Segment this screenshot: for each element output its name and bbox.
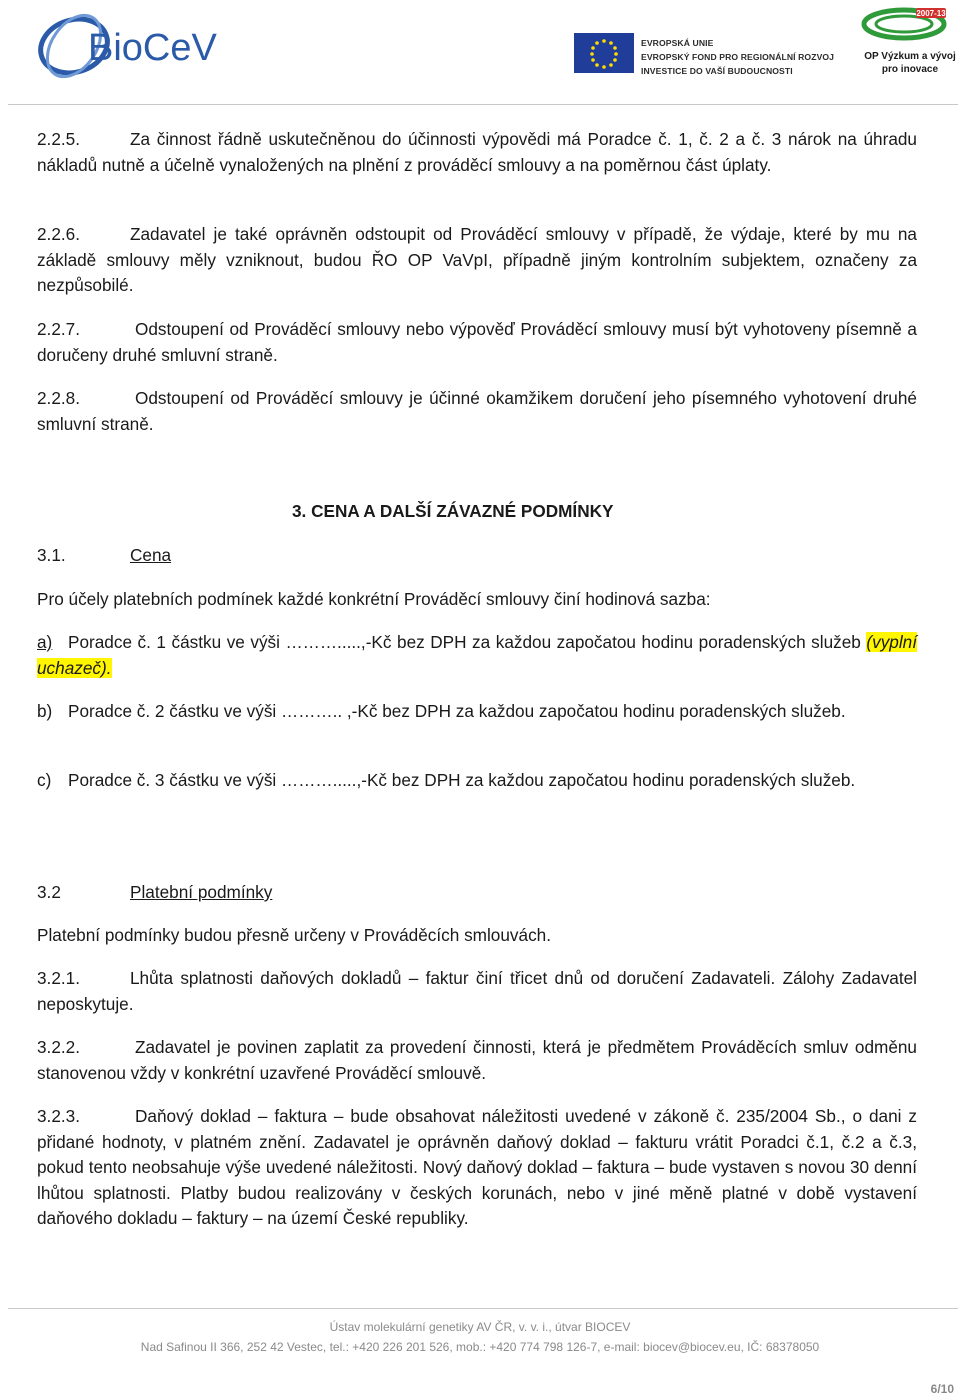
footer-contact: Nad Safinou II 366, 252 42 Vestec, tel.: +420 226 201 526, mob.: +420 774 798 126-7, e-mail: biocev@biocev.eu, IČ: 68378050 — [140, 1340, 820, 1354]
paragraph-3-2-2 — [37, 1035, 917, 1086]
item-text: Poradce č. 2 částku ve výši ……….. ,-Kč bez DPH za každou započatou hodinu poradenských služeb. — [68, 701, 846, 721]
page-header — [0, 0, 960, 105]
paragraph-text: Zadavatel je povinen zaplatit za provedení činnosti, která je předmětem Prováděcích smluv odměnu stanovenou vždy v konkrétní uzavřené Prováděcí smlouvě. — [37, 1037, 917, 1083]
section-3-2-title — [37, 880, 917, 906]
paragraph-text: Odstoupení od Prováděcí smlouvy nebo výpověď Prováděcí smlouvy musí být vyhotoveny písemně a doručeny druhé smluvní straně. — [37, 319, 917, 365]
eu-line-1: EVROPSKÁ UNIE — [641, 38, 714, 48]
section-title: Cena — [130, 545, 172, 565]
eu-flag-icon — [574, 33, 634, 73]
biocev-logo — [36, 6, 226, 82]
paragraph-text: Daňový doklad – faktura – bude obsahovat náležitosti uvedené v zákoně č. 235/2004 Sb., o dani z přidané hodnoty, v platném znění. Zadavatel je oprávněn daňový doklad – fakturu vrátit Poradci č.1, č.2 a č.3, pokud tento neobsahuje výše uvedené náležitosti. Nový daňový doklad – faktura – bude vystaven s novou 30 denní lhůtou splatnosti. Platby budou realizovány v českých korunách, nebo v jiné měně platné v době vystavení daňového dokladu – faktury – na území České republiky. — [37, 1106, 917, 1228]
paragraph-number: 3.2.2. — [37, 1037, 81, 1057]
item-label: b) — [37, 701, 53, 721]
price-item-b — [37, 699, 917, 725]
footer-divider — [8, 1308, 958, 1309]
biocev-logo-text: BioCeV — [88, 27, 217, 69]
section-title: Platební podmínky — [130, 882, 273, 902]
op-line-1: OP Výzkum a vývoj — [864, 51, 956, 62]
page-number: 6/10 — [930, 1382, 954, 1396]
payment-intro: Platební podmínky budou přesně určeny v Prováděcích smlouvách. — [37, 925, 552, 945]
paragraph-2-2-5 — [37, 127, 917, 178]
op-line-2: pro inovace — [881, 64, 939, 75]
section-number: 3.2 — [37, 882, 61, 902]
paragraph-text: Lhůta splatnosti daňových dokladů – faktur činí třicet dnů od doručení Zadavateli. Zálohy Zadavatel neposkytuje. — [37, 968, 917, 1014]
section-3-1-title — [37, 543, 917, 569]
eu-line-3: INVESTICE DO VAŠÍ BUDOUCNOSTI — [641, 66, 793, 76]
op-vavpi-text — [862, 50, 958, 76]
paragraph-number: 3.2.3. — [37, 1106, 81, 1126]
section-3-heading: 3. CENA A DALŠÍ ZÁVAZNÉ PODMÍNKY — [292, 501, 614, 521]
paragraph-number: 3.2.1. — [37, 968, 81, 988]
header-divider — [8, 104, 958, 105]
paragraph-number: 2.2.7. — [37, 319, 81, 339]
paragraph-number: 2.2.5. — [37, 129, 81, 149]
eu-line-2: EVROPSKÝ FOND PRO REGIONÁLNÍ ROZVOJ — [641, 52, 835, 62]
paragraph-text: Za činnost řádně uskutečněnou do účinnosti výpovědi má Poradce č. 1, č. 2 a č. 3 nárok na úhradu nákladů nutně a účelně vynaložených na plnění z prováděcí smlouvy a na poměrnou část úplaty. — [37, 129, 917, 175]
footer-institution: Ústav molekulární genetiky AV ČR, v. v. i., útvar BIOCEV — [329, 1320, 631, 1334]
op-badge-text: 2007-13 — [916, 9, 946, 18]
eu-fund-text — [641, 36, 834, 78]
price-intro: Pro účely platebních podmínek každé konkrétní Prováděcí smlouvy činí hodinová sazba: — [37, 589, 711, 609]
item-text: Poradce č. 3 částku ve výši ……….....,-Kč bez DPH za každou započatou hodinu poradenských služeb. — [68, 770, 856, 790]
paragraph-3-2-1 — [37, 966, 917, 1017]
price-item-a — [37, 630, 917, 681]
paragraph-2-2-6 — [37, 222, 917, 299]
item-text: Poradce č. 1 částku ve výši ……….....,-Kč bez DPH za každou započatou hodinu poradenských služeb — [68, 632, 867, 652]
item-label: c) — [37, 770, 52, 790]
item-label: a) — [37, 632, 53, 652]
paragraph-text: Zadavatel je také oprávněn odstoupit od Prováděcí smlouvy v případě, že výdaje, které by mu na základě smlouvy měly vzniknout, budou ŘO OP VaVpI, případně jiným kontrolním subjektem, označeny za nezpůsobilé. — [37, 224, 917, 295]
section-number: 3.1. — [37, 545, 66, 565]
price-item-c — [37, 768, 917, 794]
paragraph-2-2-7 — [37, 317, 917, 368]
fill-in-note: (vyplní uchazeč). — [37, 632, 917, 678]
paragraph-number: 2.2.8. — [37, 388, 81, 408]
paragraph-3-2-3 — [37, 1104, 917, 1232]
paragraph-text: Odstoupení od Prováděcí smlouvy je účinné okamžikem doručení jeho písemného vyhotovení druhé smluvní straně. — [37, 388, 917, 434]
paragraph-number: 2.2.6. — [37, 224, 81, 244]
paragraph-2-2-8 — [37, 386, 917, 437]
